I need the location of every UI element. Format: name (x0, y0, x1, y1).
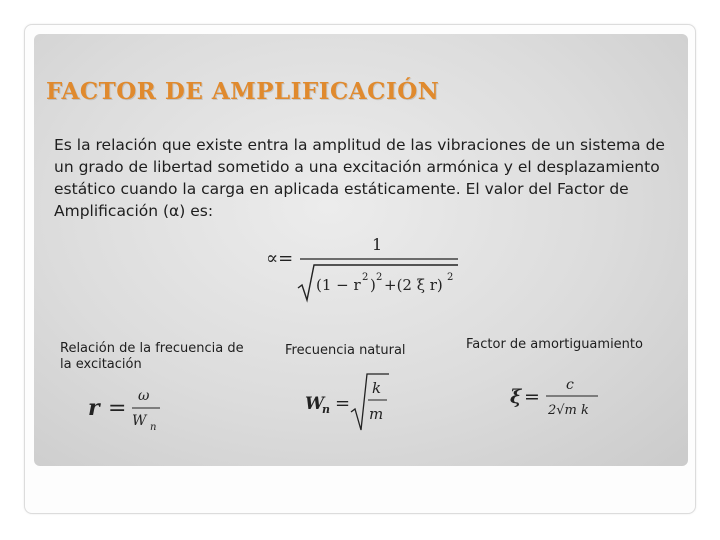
caption-damping-factor: Factor de amortiguamiento (466, 337, 643, 352)
r-denominator-sub: n (150, 422, 157, 433)
r-lhs: r (88, 395, 100, 421)
wn-lhs-sub: n (322, 403, 330, 416)
wn-eq: = (335, 393, 351, 414)
damping-factor-formula (510, 375, 610, 425)
r-eq: = (108, 396, 127, 421)
formula-lhs: ∝= (266, 248, 294, 269)
definition-text: Es la relación que existe entra la amplitud de las vibraciones de un sistema de un grado de libertad sometido a una excitación armónica y el desplazamiento estático cuando la carga en aplicada estáticamente. El valor del Factor de Amplificación (α) es: (54, 136, 665, 220)
frequency-ratio-formula (88, 385, 178, 435)
natural-frequency-formula (305, 372, 405, 432)
formula-exp1b: 2 (376, 272, 383, 283)
wn-numerator: k (372, 379, 382, 397)
formula-exp2: 2 (447, 272, 454, 283)
slide-title: FACTOR DE AMPLIFICACIÓN (46, 78, 440, 105)
wn-lhs: W (305, 394, 325, 414)
wn-denominator: m (369, 405, 384, 423)
amplification-formula (262, 232, 462, 312)
caption-frequency-ratio: Relación de la frecuencia de la excitación (60, 341, 244, 372)
formula-term1: (1 − r (316, 276, 361, 294)
xi-numerator: c (566, 377, 574, 393)
r-denominator: W (132, 413, 147, 429)
xi-eq: = (524, 386, 540, 408)
xi-denominator: 2√m k (548, 403, 589, 418)
caption-natural-frequency: Frecuencia natural (285, 343, 406, 358)
formula-numerator: 1 (372, 235, 383, 254)
formula-term2: +(2 ξ r) (384, 276, 443, 294)
formula-close1: ) (370, 276, 376, 294)
xi-lhs: ξ (510, 386, 522, 408)
r-numerator: ω (138, 388, 150, 404)
formula-exp1: 2 (362, 272, 369, 283)
